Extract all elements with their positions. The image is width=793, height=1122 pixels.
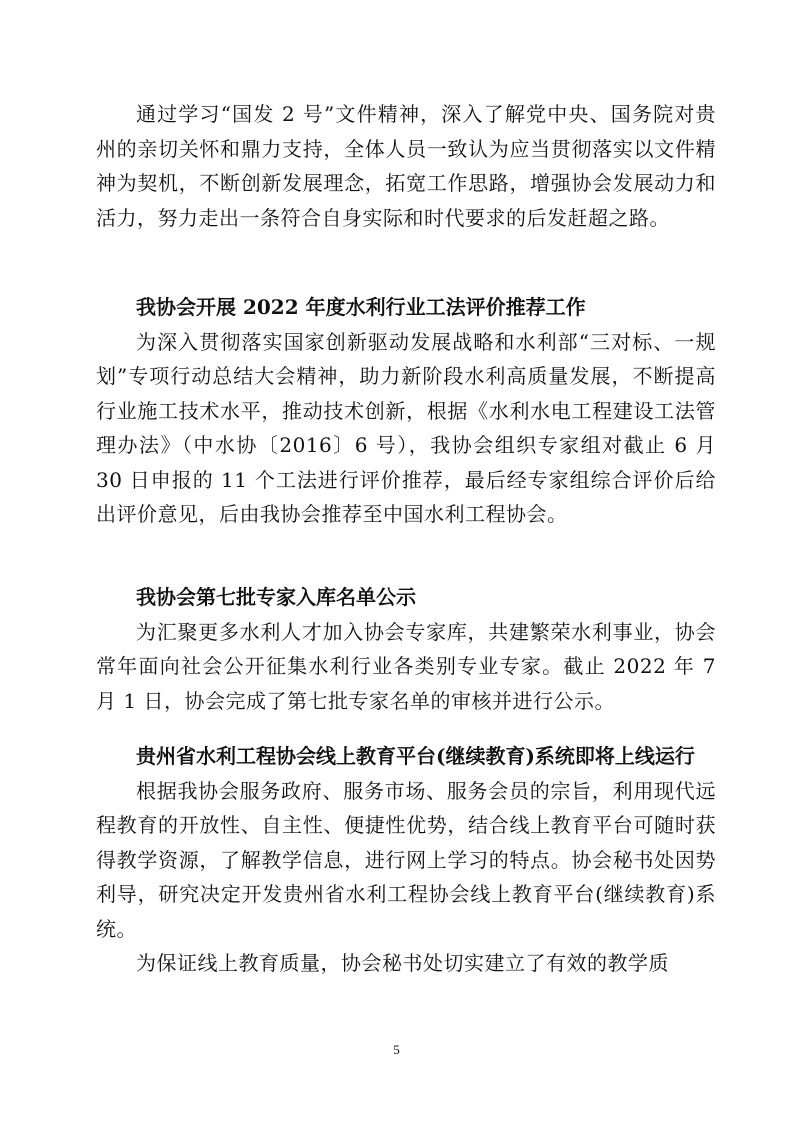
section-platform-paragraph-1: 根据我协会服务政府、服务市场、服务会员的宗旨，利用现代远程教育的开放性、自主性、便捷性优势，结合线上教育平台可随时获得教学资源，了解教学信息，进行网上学习的特点。协会秘书处因势利导，研究决定开发贵州省水利工程协会线上教育平台(继续教育)系统。	[96, 778, 716, 941]
section-experts-paragraph: 为汇聚更多水利人才加入协会专家库，共建繁荣水利事业，协会常年面向社会公开征集水利行业各类别专业专家。截止 2022 年 7 月 1 日，协会完成了第七批专家名单的审核并进行公示。	[96, 619, 716, 713]
section-experts	[96, 580, 716, 718]
section-evaluation-heading: 我协会开展 2022 年度水利行业工法评价推荐工作	[136, 295, 586, 319]
section-evaluation-paragraph: 为深入贯彻落实国家创新驱动发展战略和水利部“三对标、一规划”专项行动总结大会精神，助力新阶段水利高质量发展，不断提高行业施工技术水平，推动技术创新，根据《水利水电工程建设工法管理办法》（中水协〔2016〕6 号），我协会组织专家组对截止 6 月 30 日申报的 11 个工法进行评价推荐，最后经专家组综合评价后给出评价意见，后由我协会推荐至中国水利工程协会。	[96, 329, 716, 526]
section-platform-paragraph-2: 为保证线上教育质量，协会秘书处切实建立了有效的教学质	[136, 951, 669, 975]
intro-block	[96, 97, 716, 235]
intro-paragraph: 通过学习“国发 2 号”文件精神，深入了解党中央、国务院对贵州的亲切关怀和鼎力支持，全体人员一致认为应当贯彻落实以文件精神为契机，不断创新发展理念，拓宽工作思路，增强协会发展动力和活力，努力走出一条符合自身实际和时代要求的后发赶超之路。	[96, 102, 716, 230]
page-number: 5	[393, 1042, 400, 1057]
section-platform-heading: 贵州省水利工程协会线上教育平台(继续教育)系统即将上线运行	[136, 744, 695, 768]
section-platform	[96, 739, 716, 981]
section-evaluation	[96, 290, 716, 532]
section-experts-heading: 我协会第七批专家入库名单公示	[136, 585, 416, 609]
